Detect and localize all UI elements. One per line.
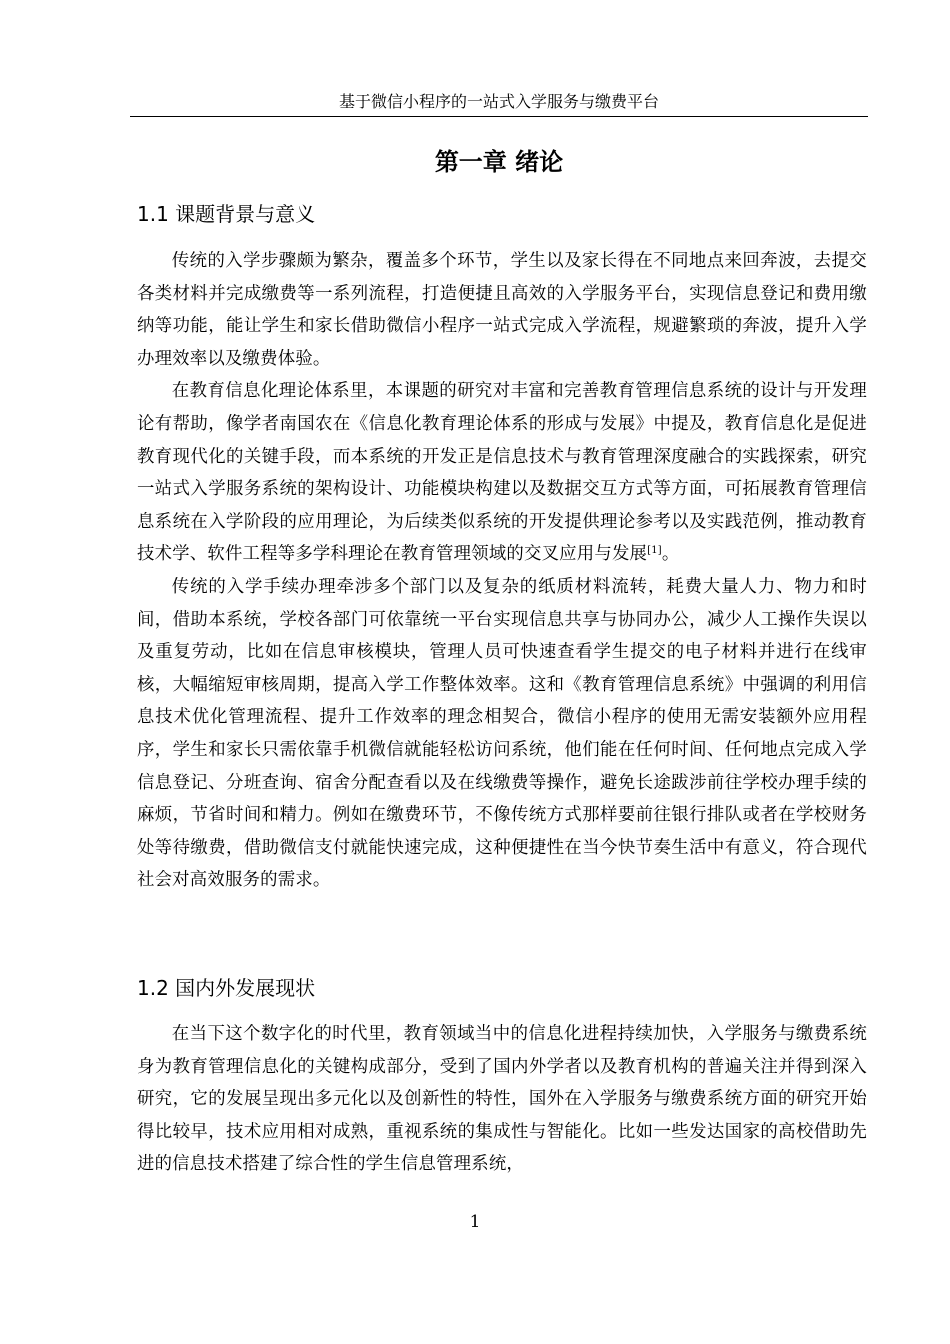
- paragraph: 传统的入学步骤颇为繁杂，覆盖多个环节，学生以及家长得在不同地点来回奔波，去提交各类材料并完成缴费等一系列流程，打造便捷且高效的入学服务平台，实现信息登记和费用缴纳等功能，能让学生和家长借助微信小程序一站式完成入学流程，规避繁琐的奔波，提升入学办理效率以及缴费体验。: [137, 251, 867, 369]
- paragraph: 传统的入学手续办理牵涉多个部门以及复杂的纸质材料流转，耗费大量人力、物力和时间，借助本系统，学校各部门可依靠统一平台实现信息共享与协同办公，减少人工操作失误以及重复劳动，比如在信息审核模块，管理人员可快速查看学生提交的电子材料并进行在线审核，大幅缩短审核周期，提高入学工作整体效率。这和《教育管理信息系统》中强调的利用信息技术优化管理流程、提升工作效率的理念相契合，微信小程序的使用无需安装额外应用程序，学生和家长只需依靠手机微信就能轻松访问系统，他们能在任何时间、任何地点完成入学信息登记、分班查询、宿舍分配查看以及在线缴费等操作，避免长途跋涉前往学校办理手续的麻烦，节省时间和精力。例如在缴费环节，不像传统方式那样要前往银行排队或者在学校财务处等待缴费，借助微信支付就能快速完成，这种便捷性在当今快节奏生活中有意义，符合现代社会对高效服务的需求。: [137, 576, 867, 891]
- paragraph-end: 。: [661, 544, 680, 565]
- citation-marker: [1]: [647, 545, 662, 557]
- section-body-1-1: [137, 245, 867, 897]
- running-header: 基于微信小程序的一站式入学服务与缴费平台: [338, 92, 659, 111]
- paragraph-text: 在教育信息化理论体系里，本课题的研究对丰富和完善教育管理信息系统的设计与开发理论有帮助，像学者南国农在《信息化教育理论体系的形成与发展》中提及，教育信息化是促进教育现代化的关键手段，而本系统的开发正是信息技术与教育管理深度融合的实践探索，研究一站式入学服务系统的架构设计、功能模块构建以及数据交互方式等方面，可拓展教育管理信息系统在入学阶段的应用理论，为后续类似系统的开发提供理论参考以及实践范例，推动教育技术学、软件工程等多学科理论在教育管理领域的交叉应用与发展: [137, 381, 867, 565]
- section-heading-1-1: 1.1 课题背景与意义: [137, 202, 316, 226]
- header-rule: [130, 116, 868, 117]
- paragraph: [137, 375, 867, 571]
- section-heading-1-2: 1.2 国内外发展现状: [137, 976, 316, 1000]
- section-body-1-2: [137, 1018, 867, 1181]
- chapter-title: 第一章 绪论: [434, 148, 564, 176]
- paragraph: 在当下这个数字化的时代里，教育领域当中的信息化进程持续加快，入学服务与缴费系统身为教育管理信息化的关键构成部分，受到了国内外学者以及教育机构的普遍关注并得到深入研究，它的发展呈现出多元化以及创新性的特性，国外在入学服务与缴费系统方面的研究开始得比较早，技术应用相对成熟，重视系统的集成性与智能化。比如一些发达国家的高校借助先进的信息技术搭建了综合性的学生信息管理系统，: [137, 1024, 867, 1175]
- page-number: 1: [469, 1212, 481, 1232]
